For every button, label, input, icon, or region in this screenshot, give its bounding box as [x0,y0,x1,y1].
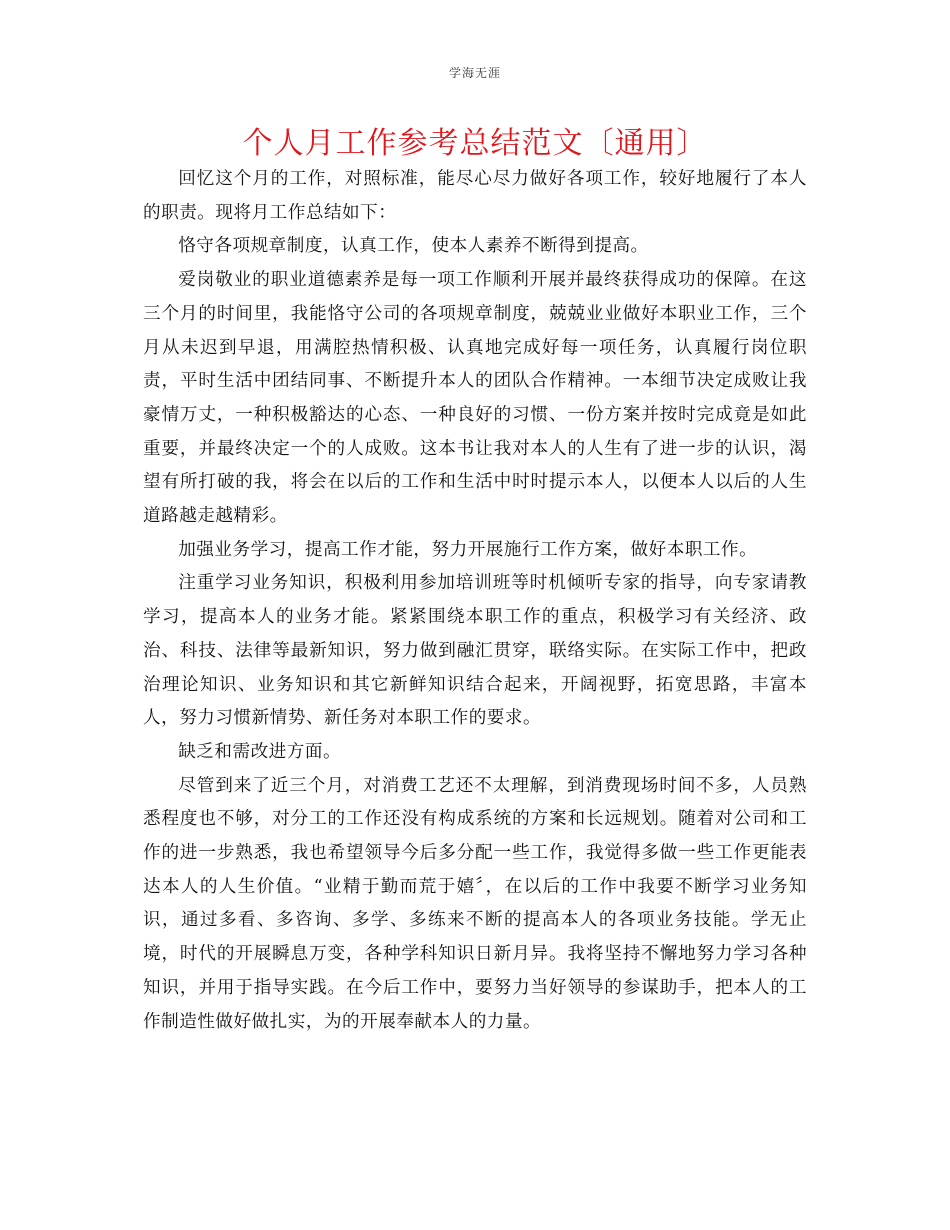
paragraph: 尽管到来了近三个月，对消费工艺还不太理解，到消费现场时间不多，人员熟悉程度也不够，对分工的工作还没有构成系统的方案和长远规划。随着对公司和工作的进一步熟悉，我也希望领导今后多分配一些工作，我觉得多做一些工作更能表达本人的人生价值。“业精于勤而荒于嬉〞，在以后的工作中我要不断学习业务知识，通过多看、多咨询、多学、多练来不断的提高本人的各项业务技能。学无止境，时代的开展瞬息万变，各种学科知识日新月异。我将坚持不懈地努力学习各种知识，并用于指导实践。在今后工作中，要努力当好领导的参谋助手，把本人的工作制造性做好做扎实，为的开展奉献本人的力量。 [143,775,807,1032]
paragraph: 注重学习业务知识，积极利用参加培训班等时机倾听专家的指导，向专家请教学习，提高本人的业务才能。紧紧围绕本职工作的重点，积极学习有关经济、政治、科技、法律等最新知识，努力做到融汇贯穿，联络实际。在实际工作中，把政治理论知识、业务知识和其它新鲜知识结合起来，开阔视野，拓宽思路，丰富本人，努力习惯新情势、新任务对本职工作的要求。 [143,573,807,729]
header-note: 学海无涯 [448,66,501,80]
paragraph: 恪守各项规章制度，认真工作，使本人素养不断得到提高。 [178,236,649,257]
paragraph: 回忆这个月的工作，对照标准，能尽心尽力做好各项工作，较好地履行了本人的职责。现将月工作总结如下： [143,169,807,223]
document-body [143,163,807,1039]
paragraph: 缺乏和需改进方面。 [178,741,342,762]
document-title: 个人月工作参考总结范文〔通用〕 [242,126,708,161]
paragraph: 爱岗敬业的职业道德素养是每一项工作顺利开展并最终获得成功的保障。在这三个月的时间里，我能恪守公司的各项规章制度，兢兢业业做好本职业工作，三个月从未迟到早退，用满腔热情积极、认真地完成好每一项任务，认真履行岗位职责，平时生活中团结同事、不断提升本人的团队合作精神。一本细节决定成败让我豪情万丈，一种积极豁达的心态、一种良好的习惯、一份方案并按时完成竟是如此重要，并最终决定一个的人成败。这本书让我对本人的人生有了进一步的认识，渴望有所打破的我，将会在以后的工作和生活中时时提示本人，以便本人以后的人生道路越走越精彩。 [143,270,807,527]
paragraph: 加强业务学习，提高工作才能，努力开展施行工作方案，做好本职工作。 [178,539,758,560]
